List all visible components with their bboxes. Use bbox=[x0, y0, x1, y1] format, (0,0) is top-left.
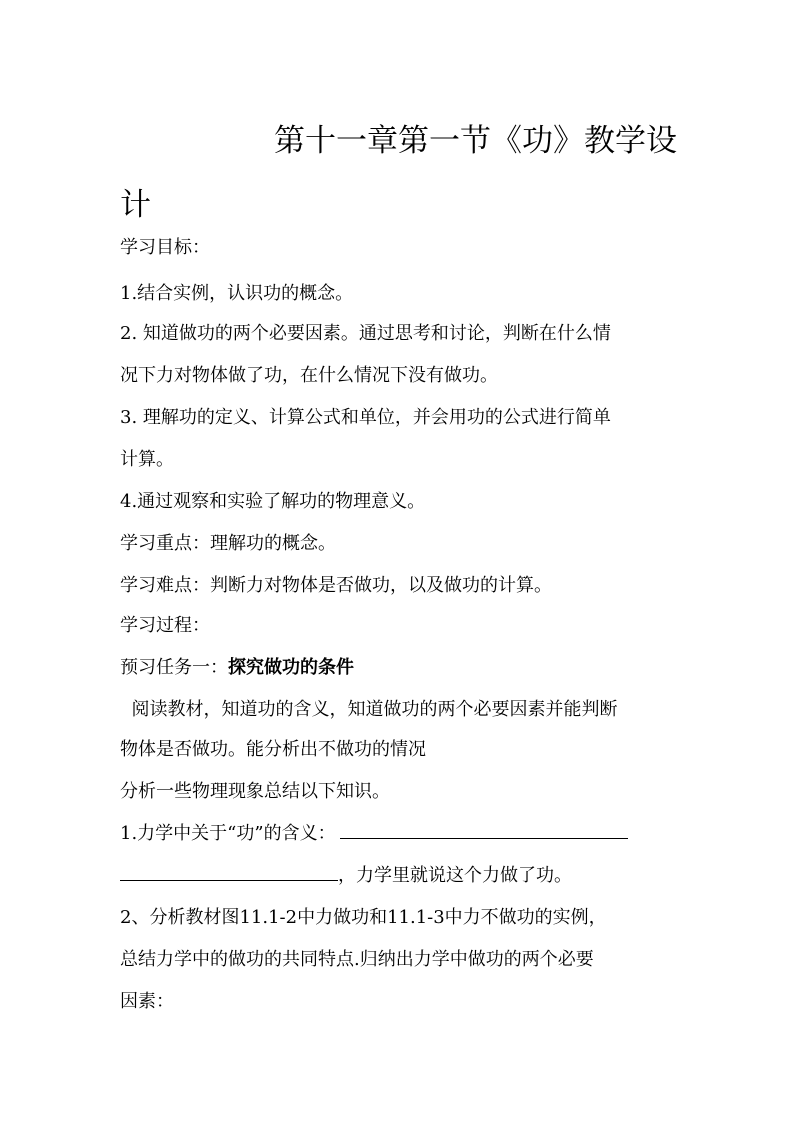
answer-blank-1[interactable] bbox=[340, 820, 628, 839]
task-1-title: 探究做功的条件 bbox=[228, 657, 354, 678]
analysis-intro: 分析一些物理现象总结以下知识。 bbox=[120, 781, 390, 802]
reading-instruction: 阅读教材，知道功的含义，知道做功的两个必要因素并能判断 bbox=[120, 699, 618, 720]
objective-item-2-continued: 况下力对物体做了功，在什么情况下没有做功。 bbox=[120, 365, 498, 386]
question-2: 2、分析教材图11.1-2中力做功和11.1-3中力不做功的实例， bbox=[120, 907, 607, 928]
task-1-heading bbox=[120, 648, 680, 688]
reading-instruction-continued: 物体是否做功。能分析出不做功的情况 bbox=[120, 739, 426, 760]
objective-item-3-continued: 计算。 bbox=[120, 449, 174, 470]
process-heading: 学习过程： bbox=[120, 615, 210, 636]
question-1-prefix: 1.力学中关于“功”的含义： bbox=[120, 823, 336, 844]
key-point: 学习重点：理解功的概念。 bbox=[120, 533, 336, 554]
question-1-suffix: ，力学里就说这个力做了功。 bbox=[338, 865, 572, 886]
document-title: 第十一章第一节《功》教学设 bbox=[274, 123, 677, 159]
question-2-continued-2: 因素： bbox=[120, 991, 174, 1012]
difficulty: 学习难点：判断力对物体是否做功，以及做功的计算。 bbox=[120, 575, 552, 596]
document-title-continued: 计 bbox=[120, 187, 151, 223]
objectives-heading: 学习目标： bbox=[120, 237, 210, 258]
answer-blank-2[interactable] bbox=[120, 862, 338, 881]
objective-item-1: 1.结合实例，认识功的概念。 bbox=[120, 283, 354, 304]
objective-item-2: 2. 知道做功的两个必要因素。通过思考和讨论，判断在什么情 bbox=[120, 323, 611, 344]
objective-item-4: 4.通过观察和实验了解功的物理意义。 bbox=[120, 491, 426, 512]
task-1-label: 预习任务一： bbox=[120, 657, 228, 678]
question-1-continued bbox=[120, 856, 680, 896]
question-2-continued: 总结力学中的做功的共同特点.归纳出力学中做功的两个必要 bbox=[120, 949, 594, 970]
question-1 bbox=[120, 814, 680, 854]
objective-item-3: 3. 理解功的定义、计算公式和单位，并会用功的公式进行简单 bbox=[120, 407, 611, 428]
